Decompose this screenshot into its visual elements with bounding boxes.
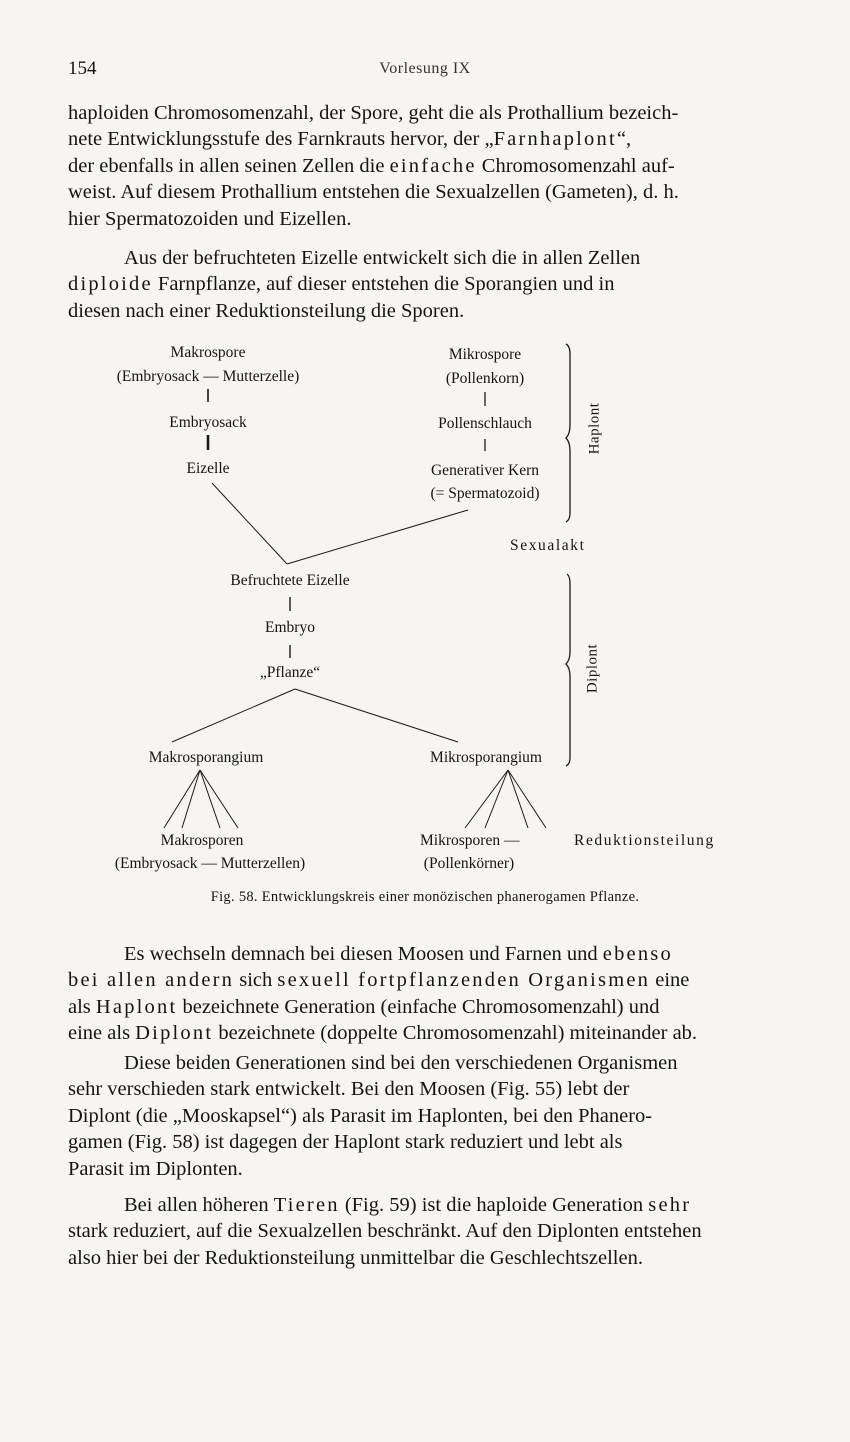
text-line	[68, 100, 792, 126]
body-paragraph-1	[68, 941, 792, 1047]
text-run: also hier bei der Reduktionsteilung unmittelbar die Geschlechtszellen.	[68, 1246, 643, 1269]
label-eizelle: Eizelle	[186, 460, 230, 477]
text-line	[68, 1218, 792, 1244]
fan-right-3	[508, 770, 528, 828]
text-line	[68, 298, 792, 324]
spaced-text: Farnhaplont	[493, 128, 617, 151]
text-line	[68, 1192, 792, 1218]
text-run: sich	[234, 969, 278, 992]
text-run: als	[68, 995, 96, 1018]
text-line	[68, 1103, 792, 1129]
diplont-brace	[566, 574, 570, 766]
text-run: Diese beiden Generationen sind bei den verschiedenen Organismen	[124, 1052, 678, 1074]
label-mikrosporen: Mikrosporen —	[420, 832, 520, 849]
label-makrospore-sub: (Embryosack — Mutterzelle)	[116, 368, 300, 385]
connector-pflanze-makrosporangium	[172, 689, 295, 742]
text-run: hier Spermatozoiden und Eizellen.	[68, 207, 352, 230]
label-generativer-kern: Generativer Kern	[430, 462, 540, 479]
text-run: Es wechseln demnach bei diesen Moosen und Farnen und	[124, 943, 603, 965]
label-embryo: Embryo	[265, 619, 315, 636]
text-line	[68, 206, 792, 232]
text-line	[68, 1156, 792, 1182]
label-mikrosporangium: Mikrosporangium	[430, 749, 542, 766]
text-line	[68, 271, 792, 297]
life-cycle-diagram	[0, 330, 850, 900]
label-mikrospore: Mikrospore	[448, 346, 522, 363]
diagram-lines	[0, 330, 850, 900]
label-makrosporen: Makrosporen	[160, 832, 244, 849]
body-paragraph-2	[68, 1050, 792, 1182]
spaced-text: diploide	[68, 273, 153, 296]
label-haplont: Haplont	[586, 402, 603, 455]
fan-left-2	[182, 770, 200, 828]
spaced-text: Tieren	[273, 1194, 340, 1216]
text-run: gamen (Fig. 58) ist dagegen der Haplont stark reduziert und lebt als	[68, 1131, 623, 1154]
text-line	[68, 1076, 792, 1102]
text-line	[68, 126, 792, 152]
text-run: bezeichnete (doppelte Chromosomenzahl) miteinander ab.	[213, 1022, 698, 1045]
text-line	[68, 941, 792, 967]
label-makrosporen-sub: (Embryosack — Mutterzellen)	[114, 855, 306, 872]
fan-right-4	[508, 770, 546, 828]
label-reduktionsteilung: Reduktionsteilung	[574, 832, 715, 849]
connector-eizelle-fusion	[212, 483, 287, 564]
text-run: bezeichnete Generation (einfache Chromosomenzahl) und	[177, 995, 660, 1018]
intro-paragraph-1	[68, 100, 792, 232]
spaced-text: sehr	[648, 1194, 692, 1216]
text-run: stark reduziert, auf die Sexualzellen beschränkt. Auf den Diplonten entstehen	[68, 1220, 702, 1243]
fan-right-1	[465, 770, 508, 828]
spaced-text: Haplont	[95, 995, 178, 1018]
text-run: nete Entwicklungsstufe des Farnkrauts hervor, der „	[68, 128, 494, 151]
text-run: Diplont (die „Mooskapsel“) als Parasit im Haplonten, bei den Phanero-	[68, 1104, 653, 1127]
label-befruchtete-eizelle: Befruchtete Eizelle	[230, 572, 350, 589]
text-run: Chromosomenzahl auf-	[476, 154, 675, 177]
text-line	[68, 179, 792, 205]
fan-right-2	[485, 770, 508, 828]
haplont-brace	[566, 344, 570, 522]
text-line	[68, 1050, 792, 1076]
label-mikrosporen-sub: (Pollenkörner)	[423, 855, 515, 872]
connector-kern-fusion	[287, 510, 468, 564]
label-mikrospore-sub: (Pollenkorn)	[445, 370, 525, 387]
label-embryosack: Embryosack	[169, 414, 247, 431]
text-run: Aus der befruchteten Eizelle entwickelt sich die in allen Zellen	[124, 247, 641, 269]
text-run: Bei allen höheren	[124, 1194, 274, 1216]
text-run: (Fig. 59) ist die haploide Generation	[339, 1194, 649, 1216]
text-line	[68, 967, 792, 993]
fan-left-1	[164, 770, 200, 828]
body-paragraph-3	[68, 1192, 792, 1271]
label-diplont: Diplont	[584, 643, 601, 694]
text-run: eine	[650, 969, 690, 992]
page-number: 154	[68, 58, 97, 79]
text-run: sehr verschieden stark entwickelt. Bei den Moosen (Fig. 55) lebt der	[68, 1078, 630, 1101]
fan-left-4	[200, 770, 238, 828]
text-run: diesen nach einer Reduktionsteilung die Sporen.	[68, 299, 465, 322]
label-pflanze: „Pflanze“	[259, 664, 321, 681]
connector-pflanze-mikrosporangium	[295, 689, 458, 742]
text-line	[68, 153, 792, 179]
text-run: “,	[616, 128, 632, 151]
spaced-text: bei allen andern	[68, 969, 235, 992]
text-run: Farnpflanze, auf dieser entstehen die Sporangien und in	[152, 273, 615, 296]
text-line	[68, 994, 792, 1020]
text-run: eine als	[68, 1022, 136, 1045]
text-line	[68, 1020, 792, 1046]
intro-paragraph-2	[68, 245, 792, 324]
fan-left-3	[200, 770, 220, 828]
text-line	[68, 1129, 792, 1155]
text-run: haploiden Chromosomenzahl, der Spore, geht die als Prothallium bezeich-	[68, 102, 679, 124]
spaced-text: sexuell fortpflanzenden Organismen	[277, 969, 651, 992]
text-run: weist. Auf diesem Prothallium entstehen die Sexualzellen (Gameten), d. h.	[68, 181, 679, 204]
spaced-text: einfache	[389, 154, 477, 177]
label-pollenschlauch: Pollenschlauch	[438, 415, 532, 432]
text-run: der ebenfalls in allen seinen Zellen die	[68, 154, 390, 177]
text-run: Parasit im Diplonten.	[68, 1157, 243, 1180]
label-makrosporangium: Makrosporangium	[148, 749, 264, 766]
figure-caption: Fig. 58. Entwicklungskreis einer monözischen phanerogamen Pflanze.	[210, 889, 640, 905]
text-line	[68, 245, 792, 271]
label-generativer-kern-sub: (= Spermatozoid)	[430, 485, 540, 502]
text-line	[68, 1245, 792, 1271]
spaced-text: Diplont	[135, 1022, 214, 1045]
running-head: Vorlesung IX	[379, 60, 471, 77]
label-sexualakt: Sexualakt	[510, 537, 586, 554]
label-makrospore: Makrospore	[170, 344, 246, 361]
spaced-text: ebenso	[602, 943, 673, 965]
